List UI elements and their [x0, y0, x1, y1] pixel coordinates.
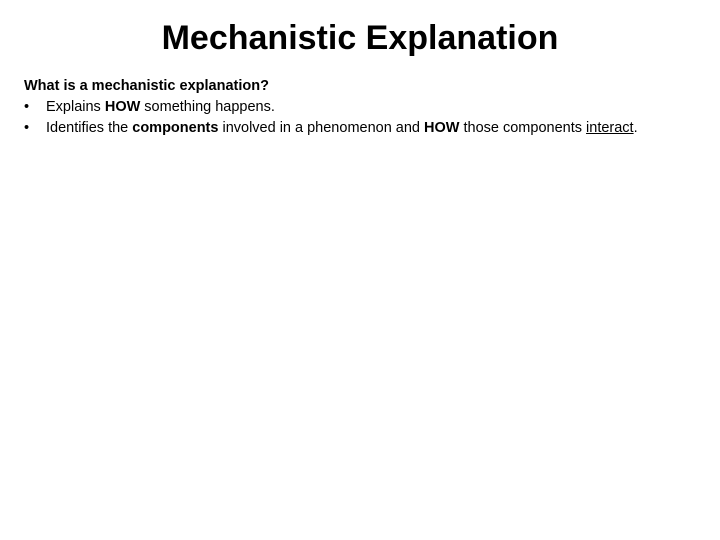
bullet-marker: •: [24, 120, 30, 136]
bullet-list: [24, 97, 684, 139]
bullet1-text-b: something happens.: [140, 99, 275, 115]
bullet2-text-c: those components: [459, 120, 587, 136]
bullet2-bold-how: HOW: [424, 120, 460, 136]
bullet-item-identifies-components: [24, 118, 684, 139]
slide-body: [24, 76, 684, 139]
bullet2-text-a: Identifies the: [46, 120, 133, 136]
bullet2-bold-components: components: [132, 120, 219, 136]
slide-title: Mechanistic Explanation: [161, 19, 559, 57]
bullet2-text-b: involved in a phenomenon and: [218, 120, 425, 136]
bullet-item-explains-how: [24, 97, 684, 118]
bullet2-underlined-interact: interact: [586, 120, 634, 136]
bullet2-text-d: .: [633, 120, 638, 136]
bullet1-bold-how: HOW: [104, 99, 141, 115]
question-heading: What is a mechanistic explanation?: [24, 78, 269, 94]
bullet-marker: •: [24, 99, 30, 115]
bullet1-text-a: Explains: [46, 99, 105, 115]
